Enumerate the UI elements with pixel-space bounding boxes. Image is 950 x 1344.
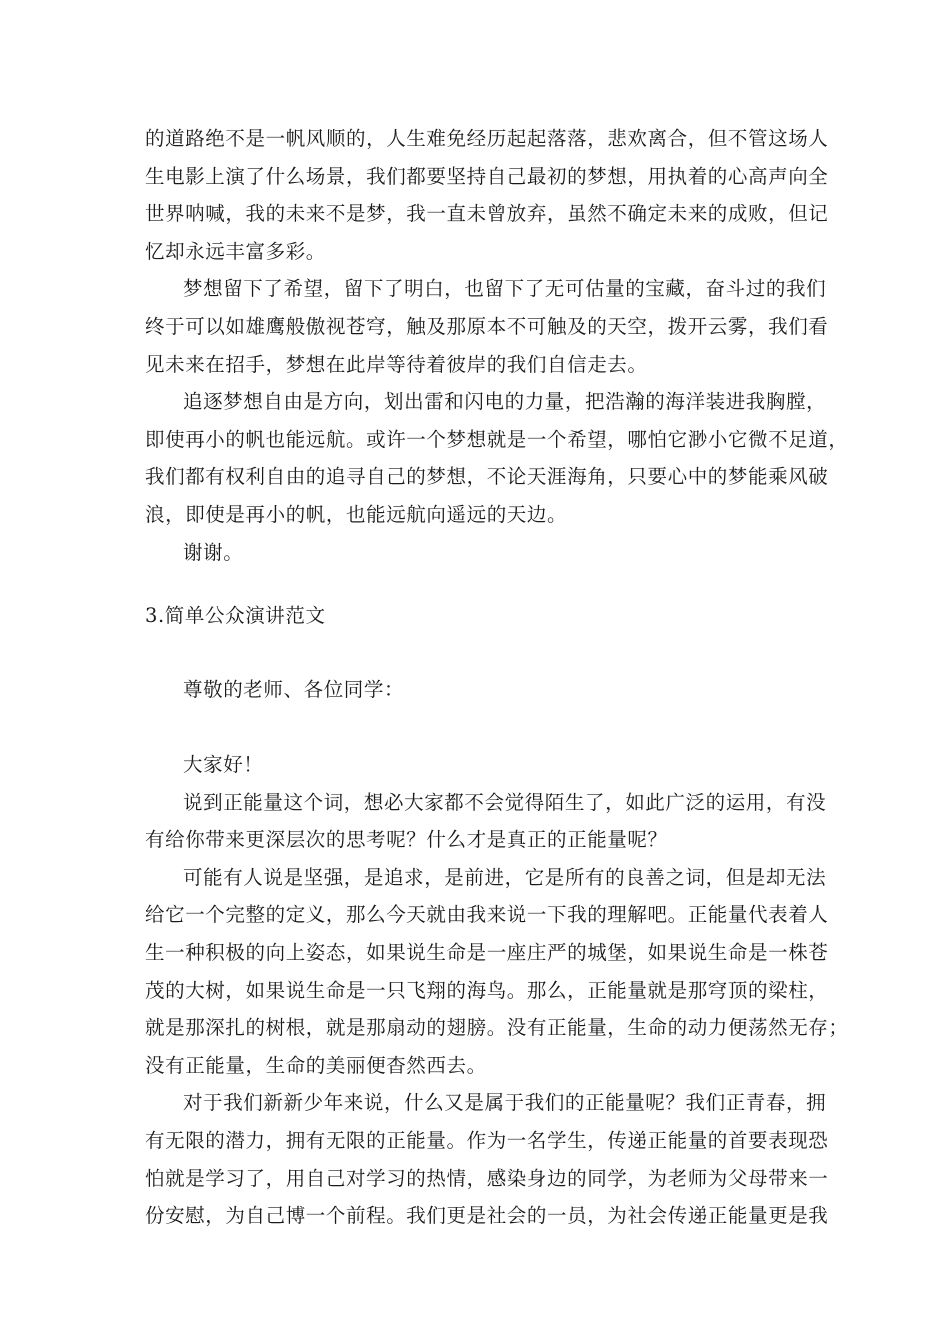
text-line: 怕就是学习了，用自己对学习的热情，感染身边的同学，为老师为父母带来一	[145, 1166, 829, 1190]
text-line: 给它一个完整的定义，那么今天就由我来说一下我的理解吧。正能量代表着人	[145, 903, 829, 927]
text-line: 浪，即使是再小的帆，也能远航向遥远的天边。	[145, 502, 568, 526]
text-line: 有给你带来更深层次的思考呢？什么才是真正的正能量呢？	[145, 828, 668, 852]
text-line: 的道路绝不是一帆风顺的，人生难免经历起起落落，悲欢离合，但不管这场人	[145, 127, 829, 150]
text-line: 即使再小的帆也能远航。或许一个梦想就是一个希望，哪怕它渺小它微不足道，	[145, 427, 849, 451]
text-line: 生一种积极的向上姿态，如果说生命是一座庄严的城堡，如果说生命是一株苍	[145, 940, 829, 964]
text-line: 追逐梦想自由是方向，划出雷和闪电的力量，把浩瀚的海洋装进我胸膛，	[183, 390, 827, 414]
text-line: 世界呐喊，我的未来不是梦，我一直未曾放弃，虽然不确定未来的成败，但记	[145, 202, 829, 226]
text-line: 就是那深扎的树根，就是那扇动的翅膀。没有正能量，生命的动力便荡然无存；	[145, 1016, 849, 1040]
text-line: 见未来在招手，梦想在此岸等待着彼岸的我们自信走去。	[145, 352, 648, 376]
salutation: 尊敬的老师、各位同学：	[183, 678, 405, 701]
text-line: 茂的大树，如果说生命是一只飞翔的海鸟。那么，正能量就是那穹顶的梁柱，	[145, 978, 829, 1002]
text-line: 梦想留下了希望，留下了明白，也留下了无可估量的宝藏，奋斗过的我们	[183, 277, 827, 301]
text-line: 说到正能量这个词，想必大家都不会觉得陌生了，如此广泛的运用，有没	[183, 790, 827, 814]
text-line: 可能有人说是坚强，是追求，是前进，它是所有的良善之词，但是却无法	[183, 865, 827, 889]
salutation-block	[145, 671, 813, 709]
text-line: 终于可以如雄鹰般傲视苍穹，触及那原本不可触及的天空，拨开云雾，我们看	[145, 314, 829, 338]
text-line: 生电影上演了什么场景，我们都要坚持自己最初的梦想，用执着的心高声向全	[145, 164, 829, 188]
speech-body-block	[145, 746, 849, 1235]
text-line: 份安慰，为自己博一个前程。我们更是社会的一员，为社会传递正能量更是我	[145, 1204, 829, 1228]
closing-thanks: 谢谢。	[183, 540, 244, 564]
section-heading: 3.简单公众演讲范文	[145, 604, 326, 627]
text-line: 忆却永远丰富多彩。	[145, 239, 326, 263]
greeting: 大家好！	[183, 753, 264, 776]
speech-conclusion-block	[145, 120, 849, 571]
text-line: 有无限的潜力，拥有无限的正能量。作为一名学生，传递正能量的首要表现恐	[145, 1128, 829, 1152]
text-line: 我们都有权利自由的追寻自己的梦想，不论天涯海角，只要心中的梦能乘风破	[145, 465, 829, 489]
text-line: 没有正能量，生命的美丽便杳然西去。	[145, 1053, 487, 1077]
text-line: 对于我们新新少年来说，什么又是属于我们的正能量呢？我们正青春，拥	[183, 1091, 827, 1115]
